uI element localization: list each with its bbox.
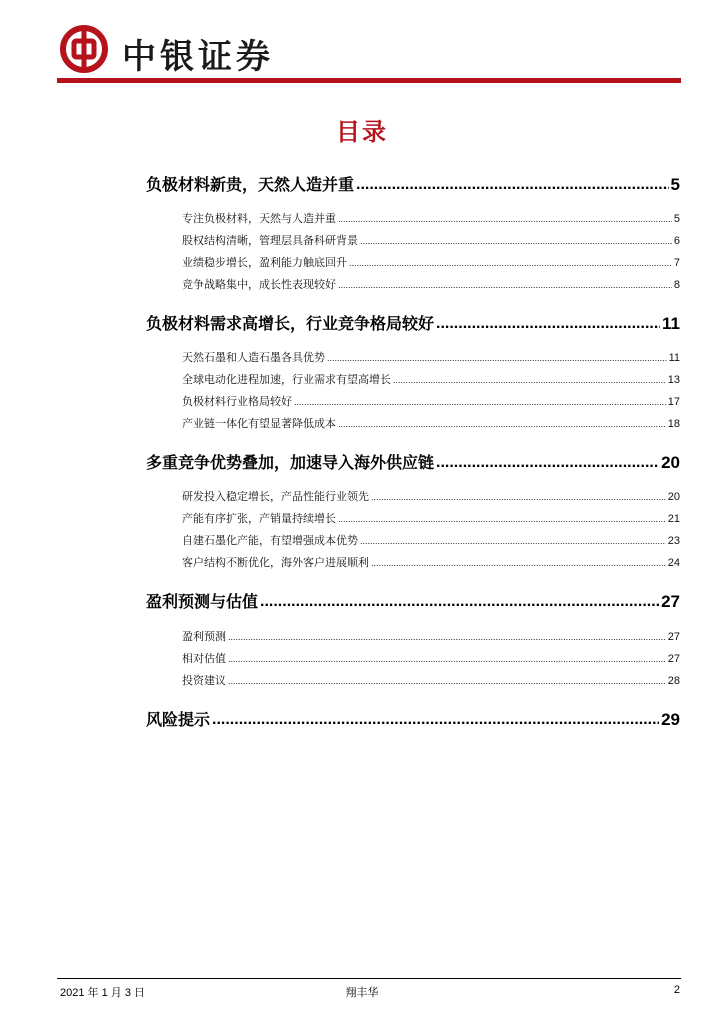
toc-section-page: 11 [662, 314, 680, 333]
toc-item[interactable] [182, 533, 680, 549]
toc-section-title: 负极材料新贵，天然人造并重 [146, 175, 355, 194]
toc-section-title: 风险提示 [146, 710, 211, 729]
toc-section-title: 多重竞争优势叠加，加速导入海外供应链 [146, 453, 435, 472]
footer-rule [57, 978, 681, 979]
toc-title: 目录 [336, 117, 388, 146]
dot-leader [371, 555, 666, 571]
toc-item-page: 27 [667, 631, 680, 643]
dot-leader [294, 394, 666, 410]
dot-leader [338, 277, 672, 293]
toc-item-label: 客户结构不断优化，海外客户进展顺利 [182, 556, 369, 569]
toc-item[interactable] [182, 211, 680, 227]
toc-item-label: 自建石墨化产能，有望增强成本优势 [182, 534, 358, 547]
toc-item-label: 全球电动化进程加速，行业需求有望高增长 [182, 373, 391, 386]
dot-leader [349, 255, 672, 271]
toc-section[interactable] [146, 174, 680, 196]
toc-section-page: 5 [670, 175, 680, 194]
toc-item[interactable] [182, 416, 680, 432]
footer-author: 翔丰华 [345, 986, 379, 999]
dot-leader [228, 629, 666, 645]
toc-section-title: 盈利预测与估值 [146, 592, 259, 611]
toc-item-page: 21 [667, 513, 680, 525]
toc-item[interactable] [182, 350, 680, 366]
toc-item-page: 18 [667, 418, 680, 430]
toc-section-page: 27 [661, 592, 680, 611]
dot-leader [338, 416, 666, 432]
dot-leader [327, 350, 667, 366]
toc-item[interactable] [182, 673, 680, 689]
toc-item[interactable] [182, 372, 680, 388]
toc-item[interactable] [182, 277, 680, 293]
toc-item-label: 产业链一体化有望显著降低成本 [182, 417, 336, 430]
toc-item-label: 研发投入稳定增长，产品性能行业领先 [182, 490, 369, 503]
dot-leader [436, 452, 659, 474]
toc-section[interactable] [146, 591, 680, 613]
toc-item-page: 23 [667, 535, 680, 547]
toc-item-page: 11 [668, 352, 680, 364]
toc-item-label: 投资建议 [182, 674, 226, 687]
toc-section[interactable] [146, 452, 680, 474]
toc-item-label: 盈利预测 [182, 630, 226, 643]
page-header [60, 25, 680, 75]
dot-leader [360, 533, 666, 549]
brand-name: 中银证券 [122, 37, 274, 77]
dot-leader [393, 372, 666, 388]
toc-item-page: 6 [673, 235, 680, 247]
dot-leader [338, 511, 666, 527]
toc-item[interactable] [182, 555, 680, 571]
toc-item-page: 28 [667, 675, 680, 687]
toc-item-label: 业绩稳步增长，盈利能力触底回升 [182, 256, 347, 269]
dot-leader [228, 651, 666, 667]
toc-item[interactable] [182, 511, 680, 527]
bank-of-china-logo-icon [60, 25, 108, 73]
toc-item-label: 天然石墨和人造石墨各具优势 [182, 351, 325, 364]
dot-leader [356, 174, 669, 196]
header-rule [57, 78, 681, 83]
toc-item[interactable] [182, 394, 680, 410]
toc-item-page: 13 [667, 374, 680, 386]
toc-item-page: 24 [667, 557, 680, 569]
toc-item-label: 产能有序扩张，产销量持续增长 [182, 512, 336, 525]
dot-leader [360, 233, 672, 249]
toc-item[interactable] [182, 629, 680, 645]
toc-item-label: 负极材料行业格局较好 [182, 395, 292, 408]
toc-item-label: 专注负极材料，天然与人造并重 [182, 212, 336, 225]
toc-item-label: 相对估值 [182, 652, 226, 665]
toc-item[interactable] [182, 651, 680, 667]
toc-section-title: 负极材料需求高增长，行业竞争格局较好 [146, 314, 435, 333]
dot-leader [212, 709, 659, 731]
toc-section[interactable] [146, 313, 680, 335]
toc-item-page: 7 [673, 257, 680, 269]
toc-item-label: 股权结构清晰，管理层具备科研背景 [182, 234, 358, 247]
dot-leader [260, 591, 659, 613]
toc-item[interactable] [182, 489, 680, 505]
toc-item-label: 竞争战略集中，成长性表现较好 [182, 278, 336, 291]
dot-leader [371, 489, 666, 505]
toc-section[interactable] [146, 709, 680, 731]
toc-item-page: 20 [667, 491, 680, 503]
toc-item-page: 27 [667, 653, 680, 665]
toc-item[interactable] [182, 255, 680, 271]
dot-leader [436, 313, 660, 335]
toc-section-page: 29 [661, 710, 680, 729]
dot-leader [228, 673, 666, 689]
toc-section-page: 20 [661, 453, 680, 472]
footer-date: 2021 年 1 月 3 日 [60, 987, 145, 999]
toc-item-page: 8 [673, 279, 680, 291]
toc-item[interactable] [182, 233, 680, 249]
footer-page-number: 2 [673, 984, 680, 996]
toc-item-page: 17 [667, 396, 680, 408]
dot-leader [338, 211, 672, 227]
toc-item-page: 5 [673, 213, 680, 225]
